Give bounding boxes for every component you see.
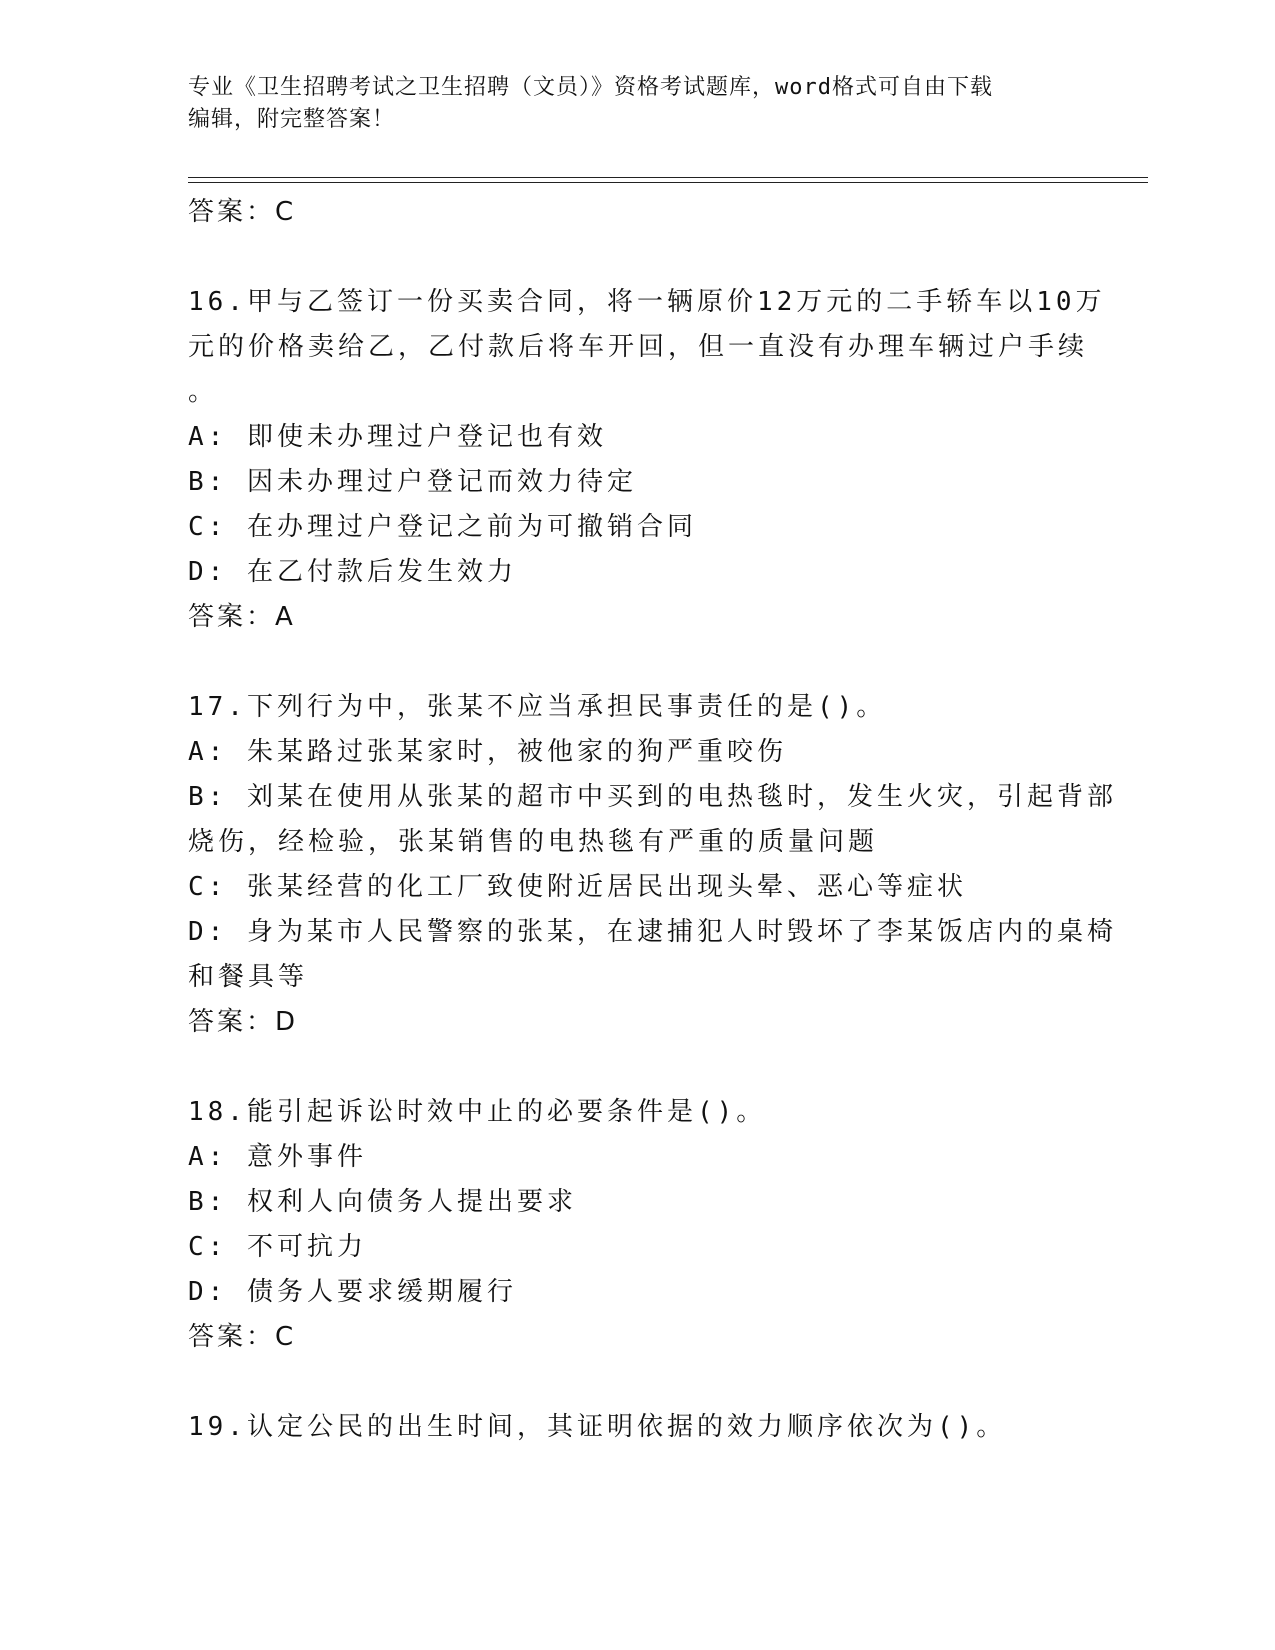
question-text-line: 16.甲与乙签订一份买卖合同，将一辆原价12万元的二手轿车以10万 xyxy=(188,287,1106,317)
header-line-1: 专业《卫生招聘考试之卫生招聘（文员）》资格考试题库，word格式可自由下载 xyxy=(188,75,993,100)
option-d: D: 在乙付款后发生效力 xyxy=(188,557,517,587)
question-18 xyxy=(188,1090,1088,1360)
header-line-2: 编辑，附完整答案！ xyxy=(188,107,396,132)
option-b: B: 因未办理过户登记而效力待定 xyxy=(188,467,637,497)
option-b: B: 刘某在使用从张某的超市中买到的电热毯时，发生火灾，引起背部 xyxy=(188,782,1117,812)
header-divider-top xyxy=(188,177,1148,178)
question-16 xyxy=(188,280,1106,640)
spacer xyxy=(188,640,1088,685)
question-19 xyxy=(188,1405,1088,1450)
question-text-line: 元的价格卖给乙，乙付款后将车开回，但一直没有办理车辆过户手续 xyxy=(188,332,1089,362)
previous-answer: 答案：C xyxy=(188,197,297,227)
option-c: C: 张某经营的化工厂致使附近居民出现头晕、恶心等症状 xyxy=(188,872,967,902)
spacer xyxy=(188,235,1088,280)
answer: 答案：C xyxy=(188,1322,297,1352)
option-a: A: 朱某路过张某家时，被他家的狗严重咬伤 xyxy=(188,737,787,767)
question-list xyxy=(188,190,1117,1450)
question-text-line: 18.能引起诉讼时效中止的必要条件是()。 xyxy=(188,1097,767,1127)
option-d: D: 债务人要求缓期履行 xyxy=(188,1277,517,1307)
option-a: A: 意外事件 xyxy=(188,1142,367,1172)
spacer xyxy=(188,1360,1088,1405)
option-d: D: 身为某市人民警察的张某，在逮捕犯人时毁坏了李某饭店内的桌椅 xyxy=(188,917,1117,947)
option-c: C: 不可抗力 xyxy=(188,1232,367,1262)
option-b: B: 权利人向债务人提出要求 xyxy=(188,1187,577,1217)
option-c: C: 在办理过户登记之前为可撤销合同 xyxy=(188,512,697,542)
answer: 答案：A xyxy=(188,602,296,632)
document-header xyxy=(188,72,1088,136)
question-17 xyxy=(188,685,1117,1045)
question-text-line: 。 xyxy=(188,377,219,407)
spacer xyxy=(188,1045,1088,1090)
option-b-continued: 烧伤，经检验，张某销售的电热毯有严重的质量问题 xyxy=(188,827,879,857)
option-d-continued: 和餐具等 xyxy=(188,962,309,992)
question-text-line: 19.认定公民的出生时间，其证明依据的效力顺序依次为()。 xyxy=(188,1412,1007,1442)
header-divider-bottom xyxy=(188,182,1148,183)
question-text-line: 17.下列行为中，张某不应当承担民事责任的是()。 xyxy=(188,692,887,722)
answer: 答案：D xyxy=(188,1007,299,1037)
option-a: A: 即使未办理过户登记也有效 xyxy=(188,422,607,452)
